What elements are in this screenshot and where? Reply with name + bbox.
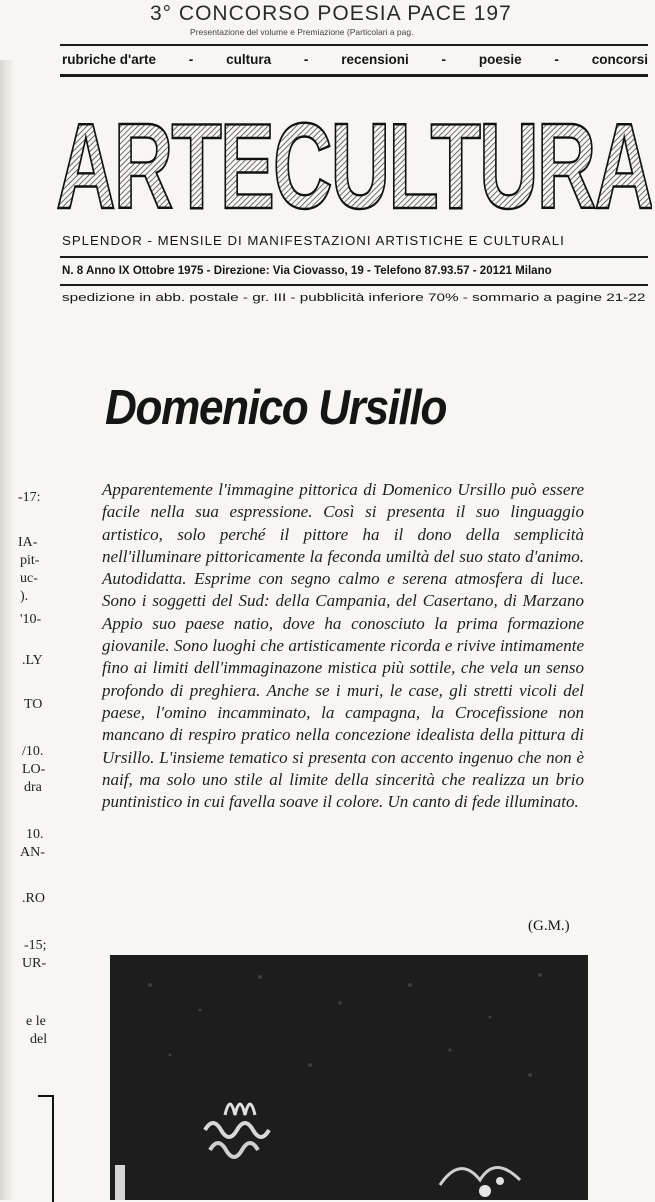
nav-separator: - [441,52,447,67]
nav-item-concorsi: concorsi [591,52,648,67]
shipping-info: spedizione in abb. postale - gr. III - pubblicità inferiore 70% - sommario a pagine 21-22 [62,292,646,304]
margin-fragment: UR- [22,956,47,971]
page-shadow-edge [0,60,14,1200]
margin-fragment: .LY [22,653,43,668]
margin-fragment: e le [26,1014,46,1029]
nav-item-recensioni: recensioni [341,52,409,67]
nav-item-poesie: poesie [478,52,522,67]
nav-item-arte: rubriche d'arte [62,52,156,67]
header-rule-subtitle [60,256,648,258]
artwork-image [110,955,588,1200]
margin-fragment: pit- [20,553,40,568]
margin-fragment: .RO [22,891,45,906]
concorso-subline: Presentazione del volume e Premiazione (Particolari a pag. [190,27,414,37]
margin-fragment: -15; [24,938,47,953]
margin-fragment: 10. [26,827,44,842]
margin-fragment: AN- [20,845,45,860]
artwork-photo [110,955,588,1200]
concorso-headline: 3° CONCORSO POESIA PACE 197 [150,2,512,25]
margin-fragment: LO- [22,762,46,777]
issue-info: N. 8 Anno IX Ottobre 1975 - Direzione: Via Ciovasso, 19 - Telefono 87.93.57 - 20121 Milano [62,264,552,277]
header-rule-nav [60,74,648,77]
masthead-title: ARTECULTURA [56,100,652,215]
margin-fragment: uc- [20,571,38,586]
margin-fragment: del [30,1032,48,1047]
margin-fragment: dra [24,780,42,795]
margin-frame-corner [38,1095,54,1202]
margin-fragment: '10- [20,612,42,627]
nav-separator: - [554,52,559,67]
article-body: Apparentemente l'immagine pittorica di Domenico Ursillo può essere facile nella sua espressione. Così si presenta il suo linguaggio artistico, solo perché il pittore ha il dono della semplicità nell'illuminare pittoricamente la feconda umiltà del suo stato d'animo. Autodidatta. Esprime con segno calmo e serena atmosfera di luce. Sono i soggetti del Sud: della Campania, del Casertano, di Marzano Appio suo paese natio, dove ha conosciuto la prima formazione giovanile. Sono luoghi che artisticamente ricorda e rivive intimamente fino ai limiti dell'immaginazone mistica più sottile, che vela un senso profondo di preghiera. Anche se i muri, le case, gli stretti vicoli del paese, l'omino incamminato, la campagna, la Crocefissione non mancano di respiro pratico nella concezione idealista della pittura di Ursillo. L'insieme tematico si presenta con accento ingenuo che non è naif, ma solo uno stile al limite della sincerità che realizza un brio puntinistico in cui favella soave il colore. Un canto di fede illuminato. [102,480,584,812]
margin-fragment: /10. [22,744,44,759]
nav-separator: - [303,52,309,67]
article-title: Domenico Ursillo [105,381,447,435]
magazine-subtitle: SPLENDOR - MENSILE DI MANIFESTAZIONI ARTISTICHE E CULTURALI [62,233,565,248]
nav-separator: - [188,52,194,67]
section-nav [62,52,648,67]
margin-fragment: IA- [18,535,38,550]
margin-fragment: -17: [18,490,41,505]
header-rule-issue [60,284,648,286]
margin-fragment: ). [20,589,29,604]
nav-item-cultura: cultura [226,52,272,67]
header-rule-top [60,44,648,46]
masthead-logo [56,100,652,215]
margin-fragment: TO [24,697,43,712]
article-byline: (G.M.) [528,918,570,934]
